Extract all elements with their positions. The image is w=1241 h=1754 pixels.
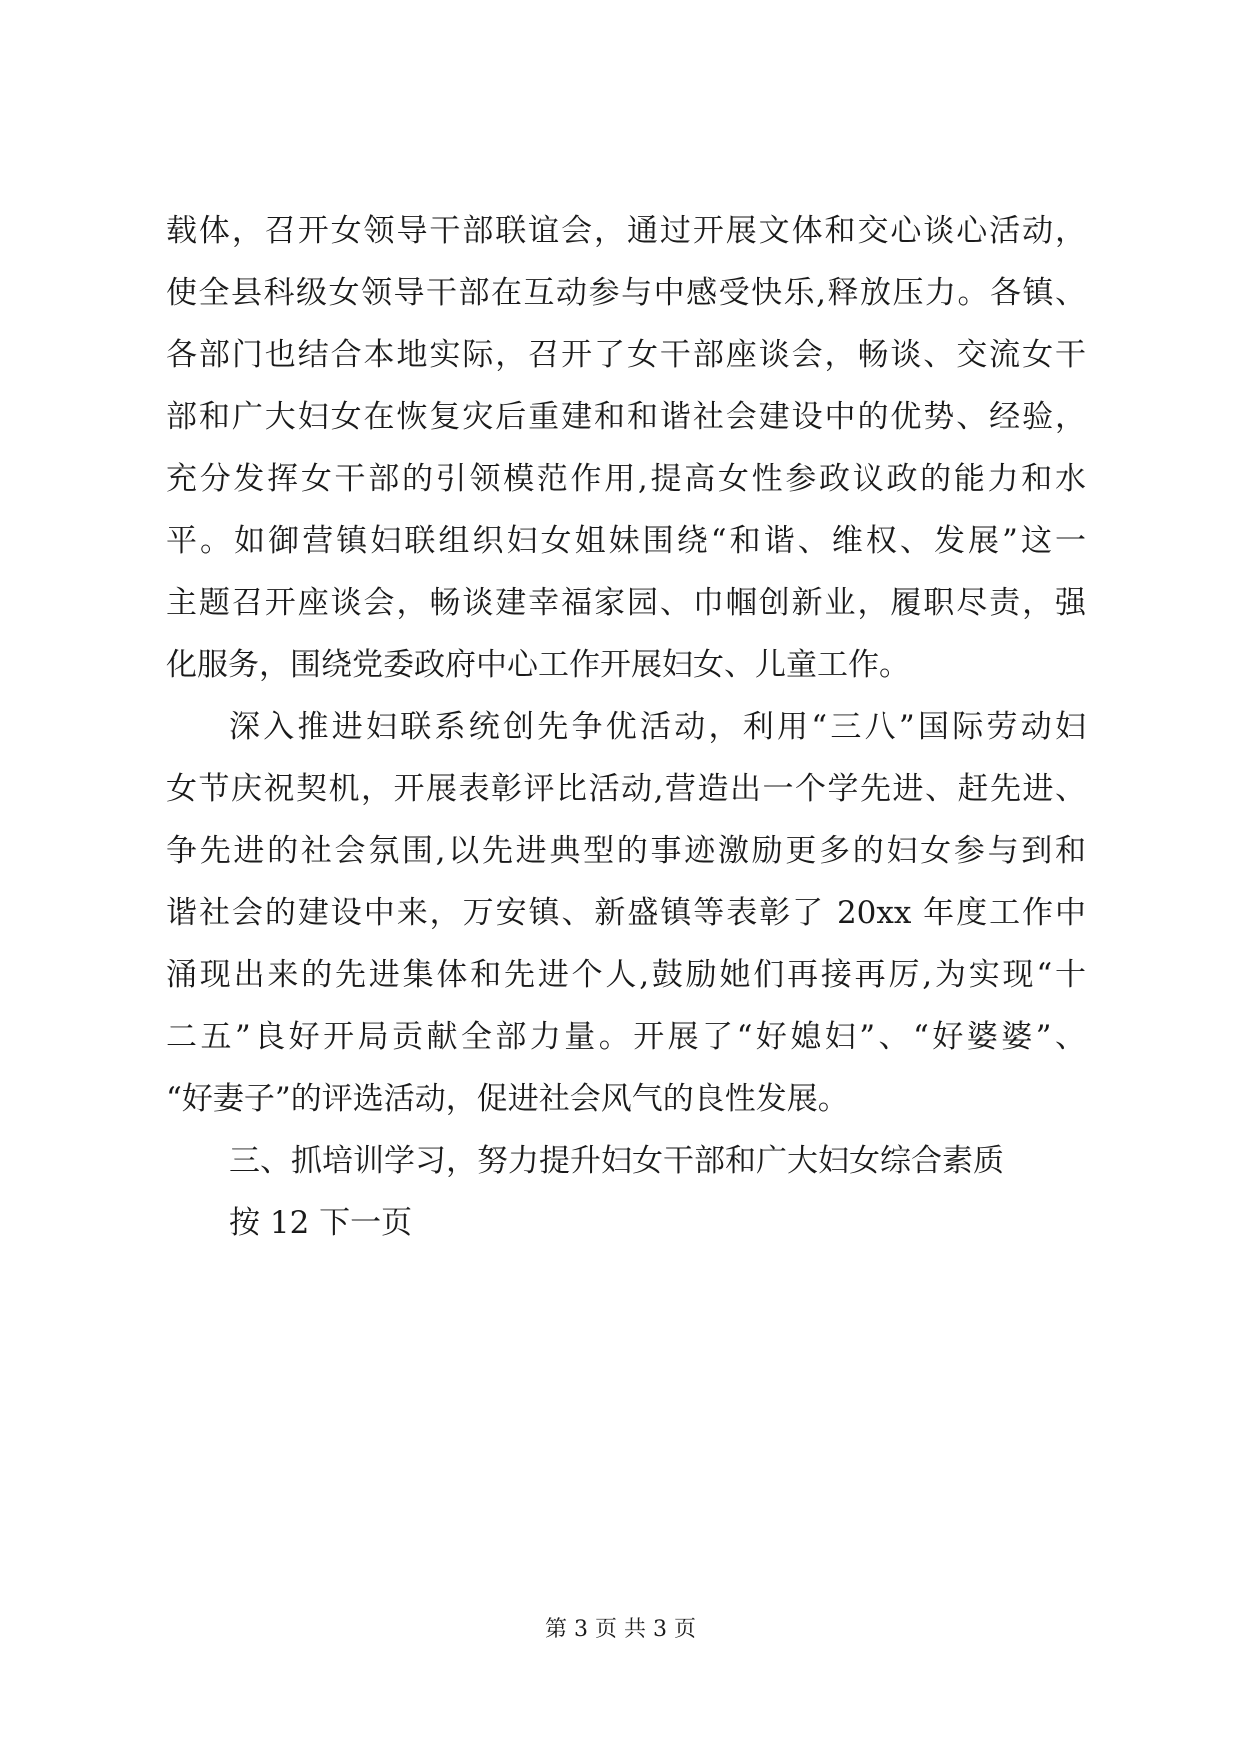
- paragraph-line: 深入推进妇联系统创先争优活动，利用“三八”国际劳动妇: [229, 709, 1086, 745]
- paragraph-line: 二五”良好开局贡献全部力量。开展了“好媳妇”、“好婆婆”、: [166, 1019, 1086, 1055]
- paragraph-line: 平。如御营镇妇联组织妇女姐妹围绕“和谐、维权、发展”这一: [166, 523, 1086, 559]
- page-number-footer: 第 3 页 共 3 页: [545, 1617, 696, 1642]
- section-heading: 三、抓培训学习，努力提升妇女干部和广大妇女综合素质: [229, 1143, 1004, 1179]
- paragraph-line: 载体，召开女领导干部联谊会，通过开展文体和交心谈心活动，: [166, 213, 1086, 249]
- paragraph-line: 主题召开座谈会，畅谈建幸福家园、巾帼创新业，履职尽责，强: [166, 585, 1086, 621]
- paragraph-line: 涌现出来的先进集体和先进个人,鼓励她们再接再厉,为实现“十: [166, 957, 1086, 993]
- paragraph-line: 女节庆祝契机，开展表彰评比活动,营造出一个学先进、赶先进、: [166, 771, 1086, 807]
- paragraph-line: 化服务，围绕党委政府中心工作开展妇女、儿童工作。: [166, 647, 910, 683]
- paragraph-line: 各部门也结合本地实际，召开了女干部座谈会，畅谈、交流女干: [166, 337, 1086, 373]
- paragraph-line: “好妻子”的评选活动，促进社会风气的良性发展。: [166, 1081, 849, 1117]
- paragraph-line: 争先进的社会氛围,以先进典型的事迹激励更多的妇女参与到和: [166, 833, 1086, 869]
- next-page-note: 按 12 下一页: [229, 1205, 413, 1241]
- paragraph-line: 谐社会的建设中来，万安镇、新盛镇等表彰了 20xx 年度工作中: [166, 895, 1086, 931]
- paragraph-line: 充分发挥女干部的引领模范作用,提高女性参政议政的能力和水: [166, 461, 1086, 497]
- document-body: [166, 200, 1086, 1254]
- paragraph-line: 使全县科级女领导干部在互动参与中感受快乐,释放压力。各镇、: [166, 275, 1086, 311]
- paragraph-line: 部和广大妇女在恢复灾后重建和和谐社会建设中的优势、经验，: [166, 399, 1086, 435]
